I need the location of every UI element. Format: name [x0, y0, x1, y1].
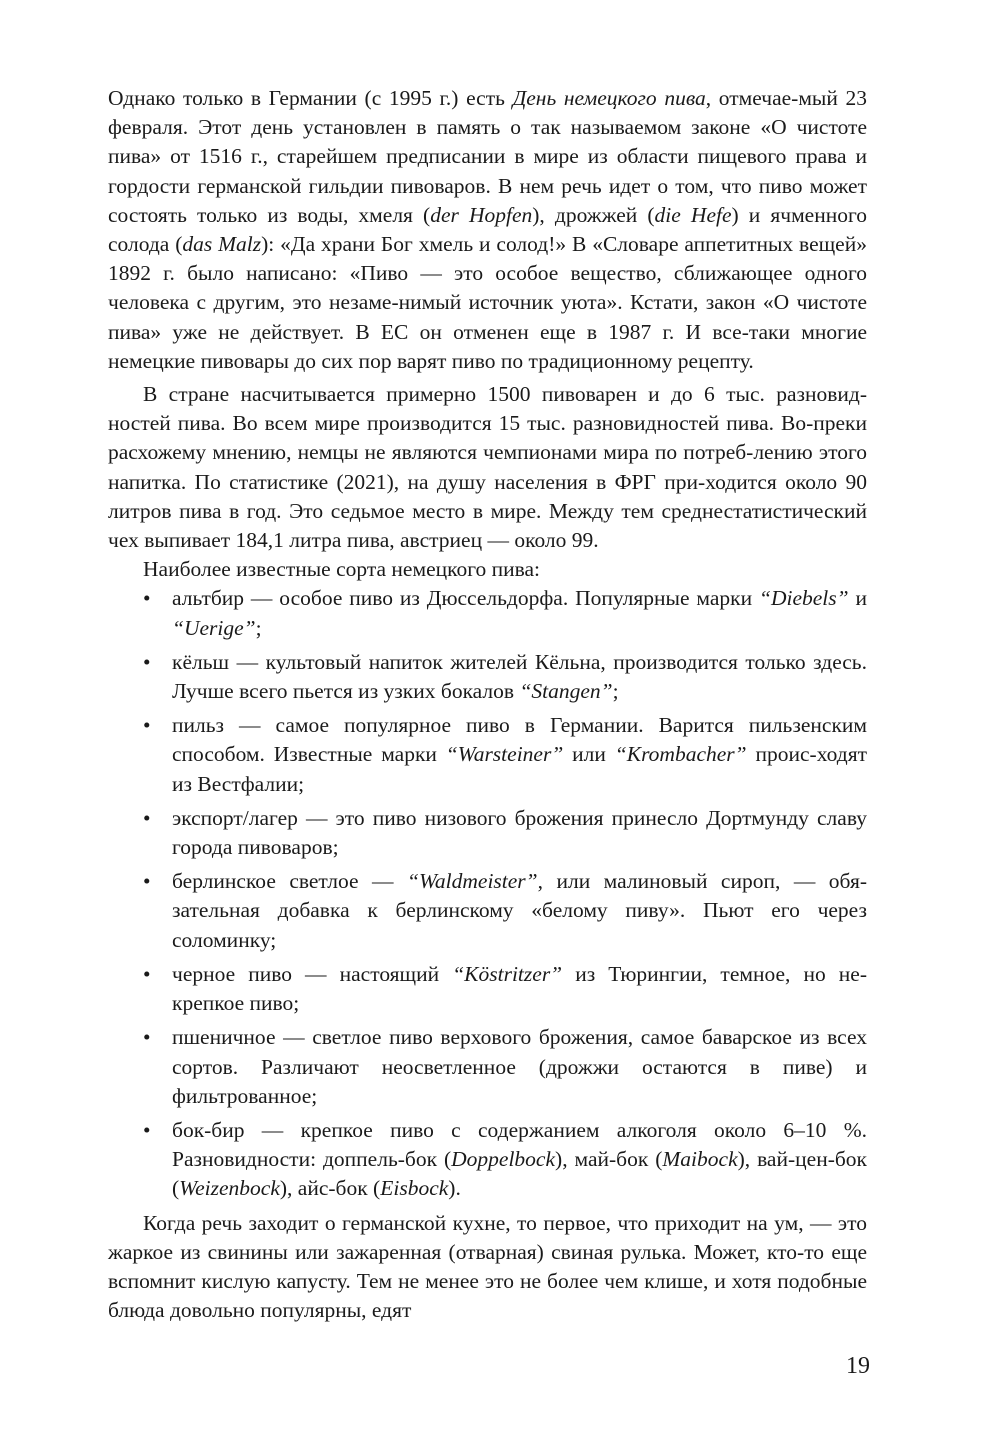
text-run: экспорт/лагер — это пиво низового брожения принесло Дортмунду славу города пивоваров; [172, 805, 867, 860]
glass-name: “Stangen” [519, 679, 613, 704]
emphasis-beer-day: День немецкого пива [512, 86, 706, 110]
term-weizenbock: Weizenbock [179, 1176, 280, 1201]
list-item-weizen [108, 1023, 867, 1111]
list-item-bock [108, 1116, 867, 1204]
bullet-icon: • [143, 1025, 151, 1050]
paragraph-breweries: В стране насчитывается примерно 1500 пивоварен и до 6 тыс. разновид-ностей пива. Во всем мире производится 15 тыс. разновидностей пива. Во-преки расхожему мнению, немцы не являются чемпионами мира по потреб-лению этого напитка. По статистике (2021), на душу населения в ФРГ при-ходится около 90 литров пива в год. Это седьмое место в мире. Между тем среднестатистический чех выпивает 184,1 литра пива, австриец — около 99. [108, 382, 867, 553]
text-run: ), вай-цен-бок ( [172, 1147, 867, 1201]
text-run: кёльш — культовый напиток жителей Кёльна, производится только здесь. Лучше всего пьется из узких бокалов [172, 649, 867, 704]
text-run: , или малиновый сироп, — обя-зательная добавка к берлинскому «белому пиву». Пьют его через соломинку; [172, 869, 867, 952]
text-run: ; [255, 615, 262, 640]
list-item-export [108, 804, 867, 862]
list-item-koelsch [108, 648, 867, 706]
brand-name: “Uerige” [172, 615, 256, 640]
bullet-icon: • [143, 586, 151, 611]
paragraph-beer-day [108, 84, 867, 376]
text-run: бок-бир — крепкое пиво с содержанием алкоголя около 6–10 %. Разновидности: доппель-бок ( [172, 1117, 867, 1172]
text-run: ; [612, 679, 619, 704]
text-run: ) и ячменного солода ( [108, 202, 868, 257]
brand-name: “Warsteiner” [445, 742, 564, 767]
text-run: ). [448, 1176, 461, 1201]
list-item-altbier [108, 584, 867, 642]
term-malz: das Malz [182, 232, 262, 257]
text-run: ): «Да храни Бог хмель и солод!» В «Словаре аппетитных вещей» 1892 г. было написано: «Пиво — это особое вещество, сближающее одного человека с другим, это незаме-нимый источник уюта». Кстати, закон «О чистоте пива» уже не действует. В ЕС он отменен еще в 1987 г. И все-таки многие немецкие пивовары до сих пор варят пиво по традиционному рецепту. [108, 232, 867, 373]
term-hefe: die Hefe [654, 202, 732, 227]
bullet-icon: • [143, 713, 151, 738]
syrup-name: “Waldmeister” [407, 869, 538, 894]
brand-name: “Köstritzer” [452, 961, 563, 986]
beer-varieties-list [108, 584, 867, 1203]
text-run: ), дрожжей ( [532, 202, 655, 227]
text-run: ), айс-бок ( [279, 1176, 381, 1201]
bullet-icon: • [143, 649, 151, 674]
bullet-icon: • [143, 1117, 151, 1142]
text-run: черное пиво — настоящий [172, 961, 453, 986]
text-run: из Тюрингии, темное, но не-крепкое пиво; [172, 961, 867, 1016]
term-eisbock: Eisbock [380, 1176, 449, 1201]
text-run: или [563, 742, 615, 767]
bullet-icon: • [143, 805, 151, 830]
page-number: 19 [846, 1353, 870, 1379]
list-item-berliner [108, 867, 867, 955]
text-run: берлинское светлое — [172, 869, 408, 894]
text-run: Однако только в Германии (с 1995 г.) есть [108, 86, 513, 110]
bullet-icon: • [143, 869, 151, 894]
brand-name: “Diebels” [759, 586, 849, 611]
bullet-icon: • [143, 961, 151, 986]
list-item-pils [108, 711, 867, 799]
text-run: проис-ходят из Вестфалии; [172, 742, 867, 796]
brand-name: “Krombacher” [614, 742, 747, 767]
list-item-schwarzbier [108, 960, 867, 1018]
term-maibock: Maibock [662, 1147, 738, 1172]
text-run: пшеничное — светлое пиво верхового брожения, самое баварское из всех сортов. Различают неосветленное (дрожжи остаются в пиве) и фильтрованное; [172, 1025, 867, 1108]
term-doppelbock: Doppelbock [451, 1147, 556, 1172]
paragraph-cuisine: Когда речь заходит о германской кухне, то первое, что приходит на ум, — это жаркое из свинины или зажаренная (отварная) свиная рулька. Может, кто-то еще вспомнит кислую капусту. Тем не менее это не более чем клише, и хотя подобные блюда довольно популярны, едят [108, 1210, 867, 1323]
text-run: альтбир — особое пиво из Дюссельдорфа. Популярные марки [172, 586, 760, 611]
text-run: и [848, 586, 867, 611]
text-run: , отмечае-мый 23 февраля. Этот день установлен в память о так называемом законе «О чистоте пива» от 1516 г., старейшем предписании в мире из области пищевого права и гордости германской гильдии пивоваров. В нем речь идет о том, что пиво может состоять только из воды, хмеля ( [108, 86, 868, 227]
text-run: ), май-бок ( [555, 1147, 663, 1172]
text-run: пильз — самое популярное пиво в Германии. Варится пильзенским способом. Известные марки [172, 713, 867, 767]
term-hopfen: der Hopfen [430, 202, 533, 227]
paragraph-list-intro: Наиболее известные сорта немецкого пива: [143, 557, 541, 582]
body-text [108, 84, 867, 1325]
